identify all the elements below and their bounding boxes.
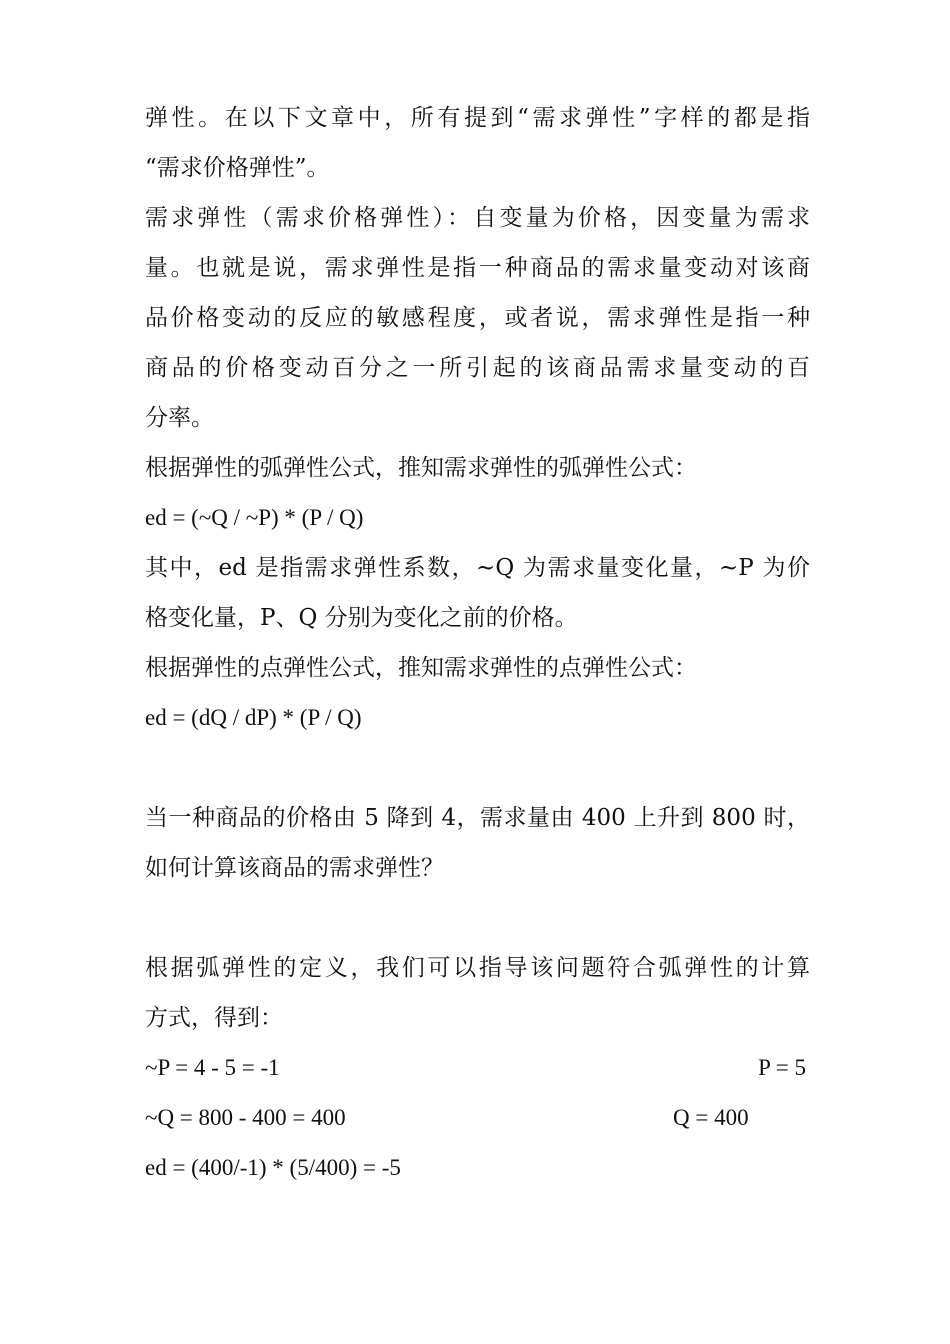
question-line-1: 当一种商品的价格由 5 降到 4，需求量由 400 上升到 800 时， — [145, 805, 810, 831]
point-elasticity-formula: ed = (dQ / dP) * (P / Q) — [145, 705, 362, 730]
text-line-7: 分率。 — [145, 405, 214, 431]
delta-q-calculation: ~Q = 800 - 400 = 400 — [145, 1105, 346, 1130]
text-line-12: 根据弹性的点弹性公式，推知需求弹性的点弹性公式： — [145, 655, 697, 681]
text-line-2: “需求价格弹性”。 — [145, 155, 330, 181]
delta-p-calculation: ~P = 4 - 5 = -1 — [145, 1055, 280, 1080]
q-value: Q = 400 — [673, 1105, 749, 1130]
text-line-4: 量。也就是说，需求弹性是指一种商品的需求量变动对该商 — [145, 255, 810, 281]
text-line-1: 弹性。在以下文章中，所有提到“需求弹性”字样的都是指 — [145, 105, 810, 131]
text-line-11: 格变化量，P、Q 分别为变化之前的价格。 — [145, 605, 578, 631]
text-line-3: 需求弹性（需求价格弹性）：自变量为价格，因变量为需求 — [145, 205, 810, 231]
text-line-5: 品价格变动的反应的敏感程度，或者说，需求弹性是指一种 — [145, 305, 810, 331]
arc-elasticity-formula: ed = (~Q / ~P) * (P / Q) — [145, 505, 364, 530]
text-line-8: 根据弹性的弧弹性公式，推知需求弹性的弧弹性公式： — [145, 455, 697, 481]
text-line-10: 其中，ed 是指需求弹性系数，~Q 为需求量变化量，~P 为价 — [145, 555, 810, 581]
answer-line-1: 根据弧弹性的定义，我们可以指导该问题符合弧弹性的计算 — [145, 955, 810, 981]
question-line-2: 如何计算该商品的需求弹性？ — [145, 855, 444, 881]
answer-line-2: 方式，得到： — [145, 1005, 283, 1031]
text-line-6: 商品的价格变动百分之一所引起的该商品需求量变动的百 — [145, 355, 810, 381]
ed-calculation: ed = (400/-1) * (5/400) = -5 — [145, 1155, 401, 1180]
p-value: P = 5 — [758, 1055, 806, 1080]
